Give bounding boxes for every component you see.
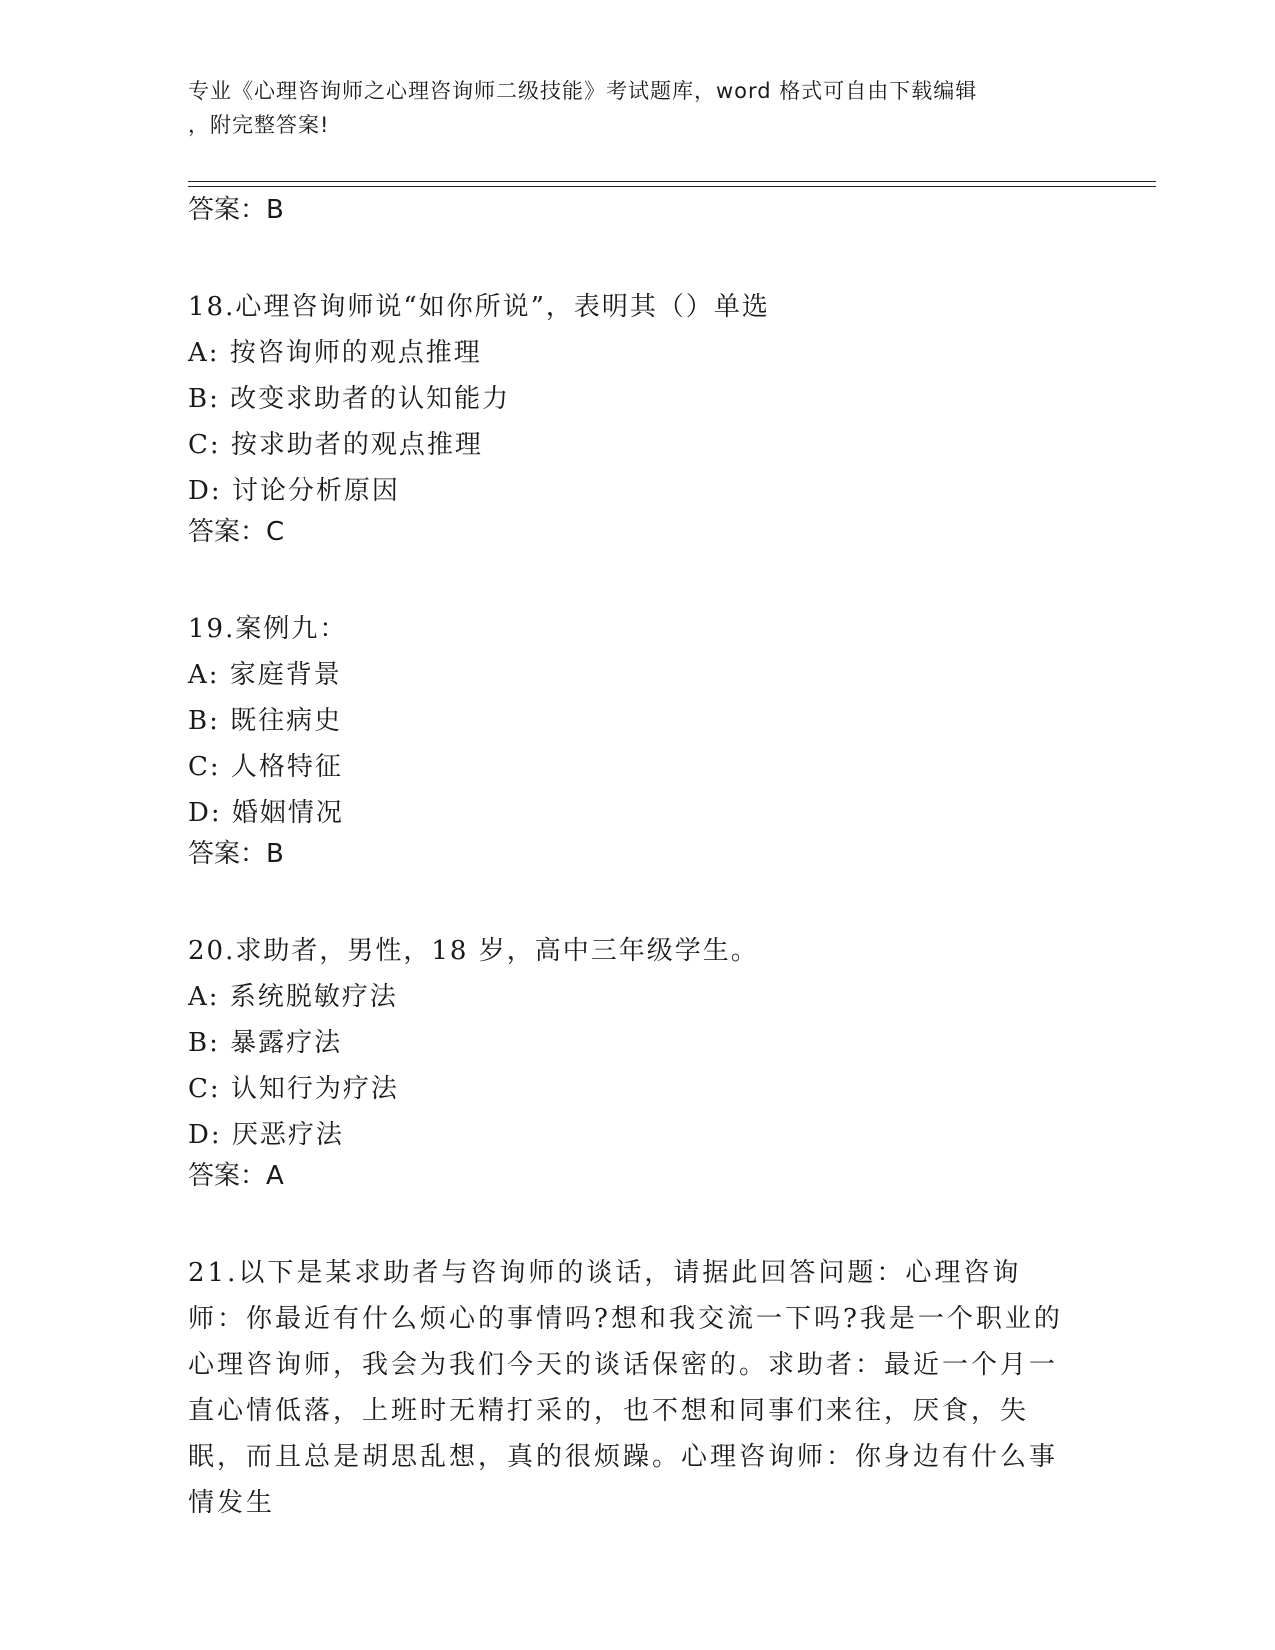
answer-line: 答案：B [188,195,284,225]
option-c: C: 人格特征 [188,752,343,782]
option-c: C: 认知行为疗法 [188,1074,399,1104]
question-18 [188,284,1068,550]
option-b: B: 改变求助者的认知能力 [188,384,511,414]
option-a: A: 系统脱敏疗法 [188,982,398,1012]
option-b: B: 暴露疗法 [188,1028,343,1058]
option-b: B: 既往病史 [188,706,343,736]
header-rule-bottom [188,186,1156,187]
option-c: C: 按求助者的观点推理 [188,430,483,460]
question-title: 19.案例九： [188,614,348,644]
option-d: D: 婚姻情况 [188,798,344,828]
header-line-2: ，附完整答案! [188,113,330,137]
option-d: D: 讨论分析原因 [188,476,400,506]
question-title: 18.心理咨询师说“如你所说”，表明其（）单选 [188,292,770,322]
answer-line: 答案：C [188,517,285,547]
header-rule-top [188,181,1156,182]
option-d: D: 厌恶疗法 [188,1120,344,1150]
option-a: A: 按咨询师的观点推理 [188,338,482,368]
question-19 [188,606,1068,872]
document-header [188,74,1068,142]
answer-line: 答案：B [188,839,284,869]
option-a: A: 家庭背景 [188,660,342,690]
document-body [188,192,1068,1526]
header-line-1: 专业《心理咨询师之心理咨询师二级技能》考试题库，word 格式可自由下载编辑 [188,79,978,103]
question-21 [188,1250,1068,1526]
answer-line: 答案：A [188,1161,284,1191]
question-title: 20.求助者，男性，18 岁，高中三年级学生。 [188,936,759,966]
question-20 [188,928,1068,1194]
question-title: 21.以下是某求助者与咨询师的谈话，请据此回答问题：心理咨询师：你最近有什么烦心的事情吗?想和我交流一下吗?我是一个职业的心理咨询师，我会为我们今天的谈话保密的。求助者：最近一个月一直心情低落，上班时无精打采的，也不想和同事们来往，厌食，失眠，而且总是胡思乱想，真的很烦躁。心理咨询师：你身边有什么事情发生 [188,1258,1063,1518]
